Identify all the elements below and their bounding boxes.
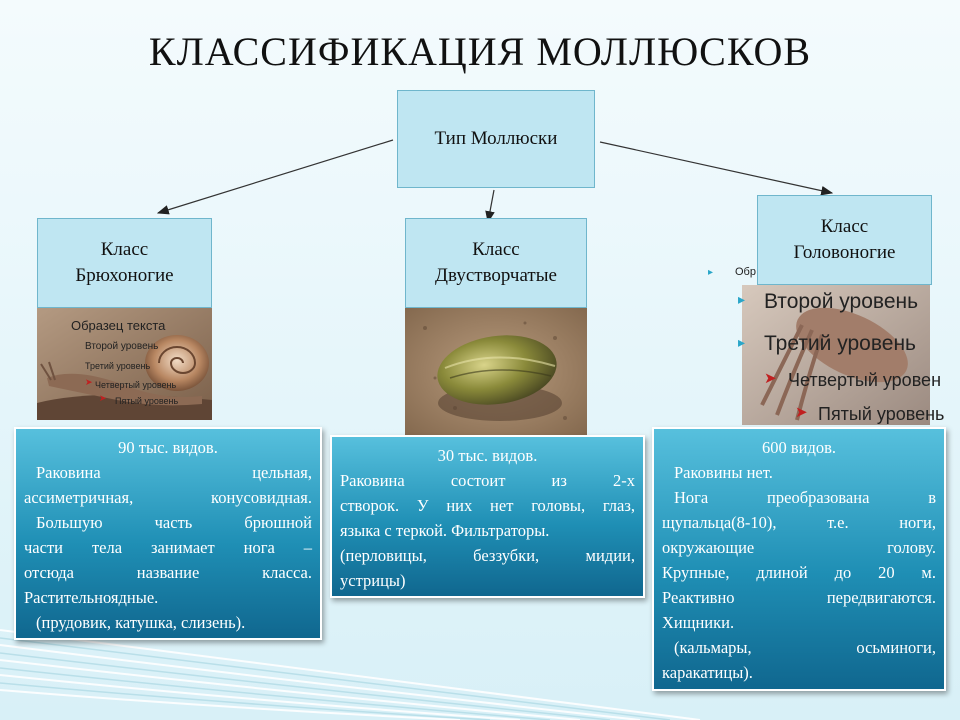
placeholder-level5: Пятый уровень (115, 396, 179, 406)
bullet-icon: ▸ (708, 267, 714, 278)
description-line: створок. У них нет головы, глаз, (340, 496, 635, 515)
red-bullet-icon: ➤ (85, 378, 93, 388)
description-line: Растительноядные. (24, 588, 159, 607)
description-examples: (прудовик, катушка, слизень). (36, 613, 246, 632)
species-count: 90 тыс. видов. (118, 438, 218, 457)
placeholder-right-level5: Пятый уровень (818, 404, 945, 424)
red-bullet-icon: ➤ (99, 394, 107, 404)
description-line: языка с теркой. Фильтраторы. (340, 521, 550, 540)
description-line: Большую часть брюшной (36, 513, 312, 532)
cephalopods-description (652, 427, 946, 691)
placeholder-right-level4: Четвертый уровен (788, 370, 942, 390)
page-title: КЛАССИФИКАЦИЯ МОЛЛЮСКОВ (148, 29, 812, 74)
placeholder-level1: Образец текста (71, 318, 166, 333)
bullet-icon: ▸ (738, 335, 746, 351)
description-line: Нога преобразована в (674, 488, 936, 507)
description-line: щупальца(8-10), т.е. ноги, (662, 513, 936, 532)
placeholder-right-level3: Третий уровень (764, 332, 916, 355)
description-examples: (перловицы, беззубки, мидии, (340, 546, 635, 565)
description-line: Реактивно передвигаются. (662, 588, 936, 607)
placeholder-level2: Второй уровень (85, 341, 159, 352)
species-count: 600 видов. (761, 438, 837, 457)
placeholder-level3: Третий уровень (85, 361, 151, 371)
red-bullet-icon: ➤ (795, 403, 808, 421)
gastropods-description (14, 427, 322, 640)
placeholder-level4: Четвертый уровень (95, 380, 177, 390)
description-examples: устрицы) (340, 571, 406, 590)
description-line: окружающие голову. (662, 538, 936, 557)
description-examples: каракатицы). (662, 663, 753, 682)
bullet-icon: ▸ (738, 292, 746, 308)
description-line: ассиметричная, конусовидная. (24, 488, 312, 507)
class-cephalopods-header: Класс Головоногие (757, 195, 932, 285)
description-line: Раковины нет. (674, 463, 773, 482)
bivalves-description (330, 435, 645, 598)
placeholder-right-level2: Второй уровень (764, 290, 919, 313)
description-line: Хищники. (662, 613, 735, 632)
class-bivalves-header: Класс Двустворчатые (405, 218, 587, 308)
arrow-to-gastropods (158, 140, 393, 213)
description-line: Раковина состоит из 2-х (340, 471, 635, 490)
description-line: отсюда название класса. (24, 563, 312, 582)
snail-photo (37, 308, 212, 420)
description-examples: (кальмары, осьминоги, (674, 638, 936, 657)
red-bullet-icon: ➤ (764, 369, 777, 387)
placeholder-right-level1: Обр (735, 266, 756, 278)
arrow-to-cephalopods (600, 142, 832, 193)
species-count: 30 тыс. видов. (437, 446, 538, 465)
bivalve-photo (405, 308, 587, 435)
description-line: Крупные, длиной до 20 м. (662, 563, 936, 582)
description-line: части тела занимает нога – (24, 538, 312, 557)
class-gastropods-header: Класс Брюхоногие (37, 218, 212, 308)
description-line: Раковина цельная, (36, 463, 312, 482)
root-node-mollusca: Тип Моллюски (397, 90, 595, 188)
